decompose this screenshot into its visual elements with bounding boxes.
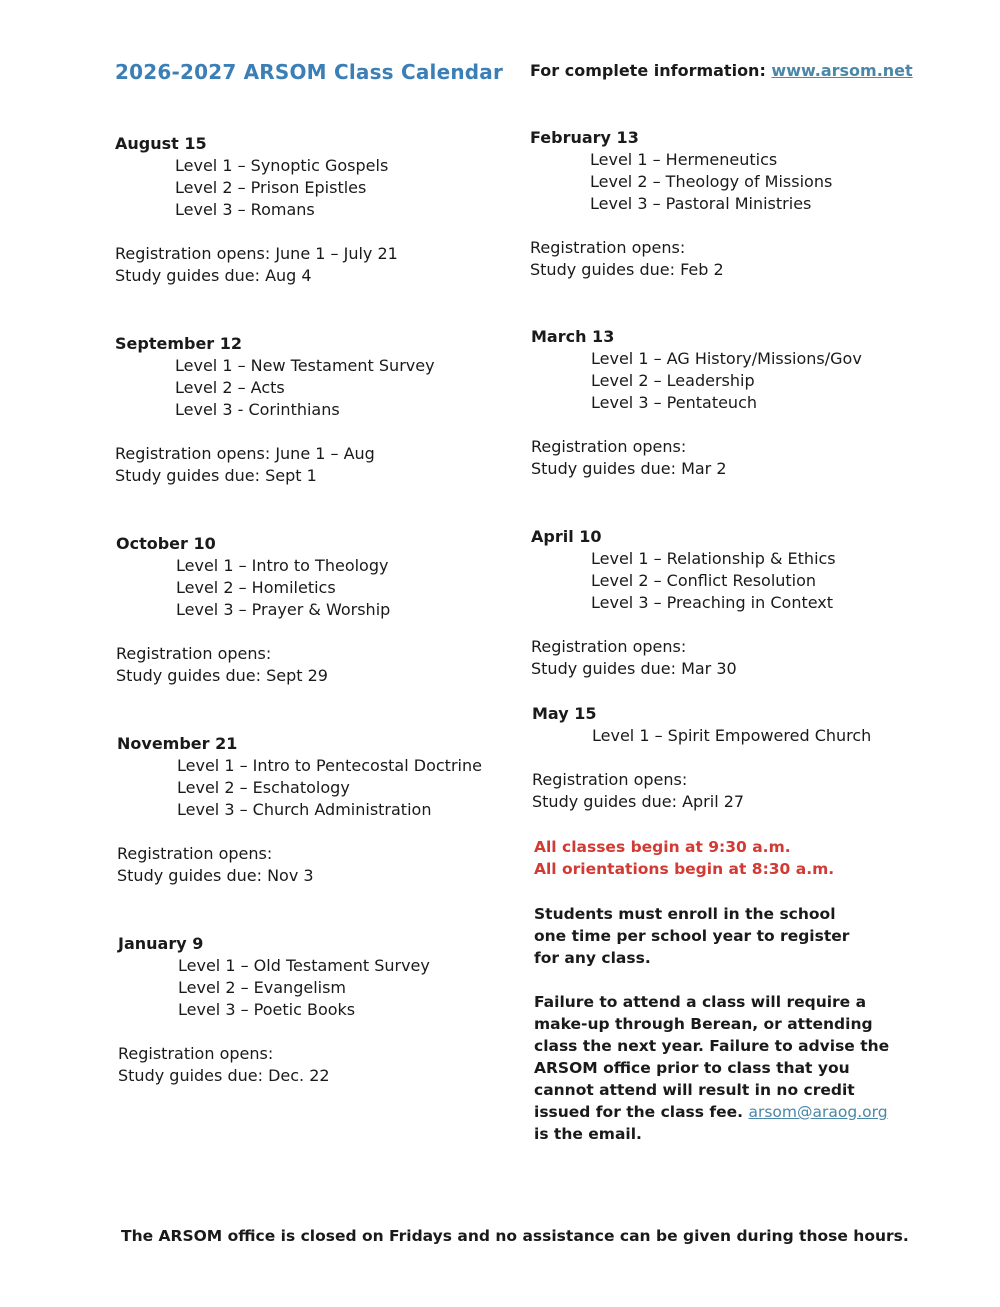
class-date-block: [531, 326, 862, 480]
level-item: Level 2 – Evangelism: [178, 978, 347, 997]
info-label: For complete information:: [530, 61, 766, 80]
level-item: Level 2 – Eschatology: [177, 778, 350, 797]
registration-line: Registration opens:: [118, 1044, 274, 1063]
level-item: Level 1 – Hermeneutics: [590, 150, 778, 169]
level-item: Level 3 – Church Administration: [177, 800, 432, 819]
registration-line: Registration opens:: [532, 770, 688, 789]
class-date-block: [118, 933, 430, 1087]
level-item: Level 3 – Preaching in Context: [591, 593, 834, 612]
class-date: October 10: [116, 534, 216, 553]
class-date-block: [531, 526, 836, 680]
study-guides-line: Study guides due: Nov 3: [117, 866, 314, 885]
registration-line: Registration opens: June 1 – July 21: [115, 244, 398, 263]
level-item: Level 2 – Acts: [175, 378, 285, 397]
study-guides-line: Study guides due: Mar 30: [531, 659, 737, 678]
class-date-block: [116, 533, 390, 687]
level-item: Level 1 – AG History/Missions/Gov: [591, 349, 862, 368]
email-suffix: is the email.: [534, 1125, 642, 1143]
level-item: Level 1 – Spirit Empowered Church: [592, 726, 872, 745]
email-link[interactable]: arsom@araog.org: [748, 1103, 888, 1121]
enroll-note: Students must enroll in the school one time per school year to register for any class.: [534, 905, 850, 967]
level-item: Level 3 – Pentateuch: [591, 393, 758, 412]
level-item: Level 2 – Theology of Missions: [590, 172, 833, 191]
study-guides-line: Study guides due: Sept 1: [115, 466, 317, 485]
class-date: November 21: [117, 734, 238, 753]
classes-time: All classes begin at 9:30 a.m.: [534, 838, 791, 856]
failure-note: [534, 991, 899, 1145]
class-date: March 13: [531, 327, 615, 346]
level-item: Level 1 – Intro to Pentecostal Doctrine: [177, 756, 482, 775]
level-item: Level 1 – Intro to Theology: [176, 556, 389, 575]
level-item: Level 3 – Poetic Books: [178, 1000, 356, 1019]
level-item: Level 2 – Homiletics: [176, 578, 336, 597]
footer-note: The ARSOM office is closed on Fridays and no assistance can be given during those hours.: [121, 1227, 909, 1245]
class-date-block: [530, 127, 832, 281]
start-times: [534, 836, 834, 880]
class-date: February 13: [530, 128, 639, 147]
level-item: Level 3 – Prayer & Worship: [176, 600, 391, 619]
registration-line: Registration opens: June 1 – Aug: [115, 444, 375, 463]
info-line: [530, 61, 913, 80]
page-title: 2026-2027 ARSOM Class Calendar: [115, 60, 504, 84]
level-item: Level 2 – Leadership: [591, 371, 755, 390]
level-item: Level 2 – Prison Epistles: [175, 178, 367, 197]
study-guides-line: Study guides due: Dec. 22: [118, 1066, 330, 1085]
orientations-time: All orientations begin at 8:30 a.m.: [534, 860, 835, 878]
level-item: Level 1 – Relationship & Ethics: [591, 549, 836, 568]
class-date-block: [115, 133, 398, 287]
class-date: January 9: [118, 934, 204, 953]
class-date: May 15: [532, 704, 597, 723]
level-item: Level 3 - Corinthians: [175, 400, 340, 419]
level-item: Level 3 – Romans: [175, 200, 315, 219]
class-date-block: [117, 733, 482, 887]
class-date-block: [532, 703, 871, 813]
registration-line: Registration opens:: [116, 644, 272, 663]
study-guides-line: Study guides due: Mar 2: [531, 459, 727, 478]
level-item: Level 3 – Pastoral Ministries: [590, 194, 812, 213]
level-item: Level 1 – Synoptic Gospels: [175, 156, 389, 175]
level-item: Level 1 – New Testament Survey: [175, 356, 435, 375]
level-item: Level 2 – Conflict Resolution: [591, 571, 817, 590]
class-date: April 10: [531, 527, 602, 546]
class-date-block: [115, 333, 435, 487]
study-guides-line: Study guides due: Feb 2: [530, 260, 724, 279]
study-guides-line: Study guides due: Sept 29: [116, 666, 328, 685]
registration-line: Registration opens:: [530, 238, 686, 257]
study-guides-line: Study guides due: April 27: [532, 792, 745, 811]
level-item: Level 1 – Old Testament Survey: [178, 956, 430, 975]
website-link[interactable]: www.arsom.net: [771, 61, 913, 80]
registration-line: Registration opens:: [531, 637, 687, 656]
registration-line: Registration opens:: [117, 844, 273, 863]
class-date: August 15: [115, 134, 207, 153]
failure-text: Failure to attend a class will require a make-up through Berean, or attending class the next year. Failure to advise the ARSOM office prior to class that you cannot attend will result in no credit issued for the class fee.: [534, 993, 890, 1121]
class-date: September 12: [115, 334, 243, 353]
study-guides-line: Study guides due: Aug 4: [115, 266, 312, 285]
registration-line: Registration opens:: [531, 437, 687, 456]
